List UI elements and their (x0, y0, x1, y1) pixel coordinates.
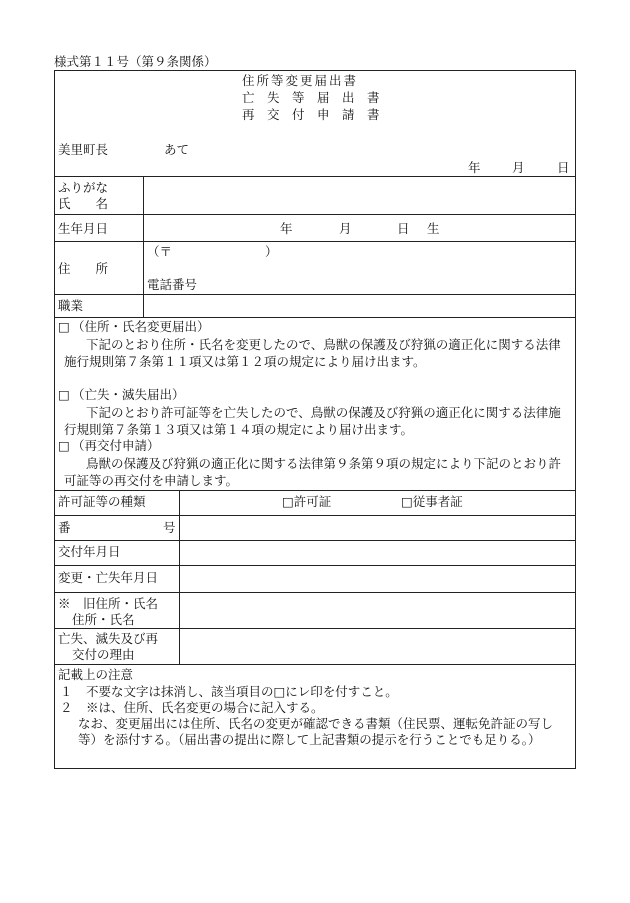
rule (54, 540, 576, 541)
rule (54, 241, 576, 242)
furigana-label: ふりがな (58, 180, 109, 195)
option-worker[interactable]: □従事者証 (401, 494, 463, 509)
notice-body: 鳥獣の保護及び狩猟の適正化に関する法律第９条第９項の規定により下記のとおり許可証等の再交付を申請します。 (64, 456, 562, 488)
rule (179, 490, 180, 664)
notice-body: 下記のとおり許可証等を亡失したので、鳥獣の保護及び狩猟の適正化に関する法律施行規則第７条第１３項又は第１４項の規定により届け出ます。 (64, 405, 561, 437)
rule (143, 176, 144, 317)
notice-heading: （亡失・滅失届出） (72, 387, 185, 402)
number-label-a: 番 (58, 520, 71, 535)
rule (54, 592, 576, 593)
option-permit[interactable]: □許可証 (282, 494, 332, 509)
note-1-text: 不要な文字は抹消し、該当項目の□にレ印を付すこと。 (86, 684, 398, 699)
license-type-label: 許可証等の種類 (58, 494, 146, 509)
issue-date-label: 交付年月日 (58, 544, 121, 559)
rule (54, 176, 576, 177)
rule (54, 317, 576, 318)
postal-close: ） (265, 244, 278, 259)
note-2-continuation: なお、変更届出には住所、氏名の変更が確認できる書類（住民票、運転免許証の写し等）を添付する。（届出書の提出に際して上記書類の提示を行うことでも足りる。） (78, 716, 554, 747)
notice-body: 下記のとおり住所・氏名を変更したので、鳥獣の保護及び狩猟の適正化に関する法律施行規則第７条第１１項又は第１２項の規定により届け出ます。 (64, 337, 561, 369)
name-field[interactable] (145, 178, 573, 213)
notice-heading: （住所・氏名変更届出） (72, 319, 210, 334)
title-loss: 亡 失 等 届 出 書 (242, 90, 380, 105)
rule (54, 515, 576, 516)
title-change: 住所等変更届出書 (242, 73, 359, 88)
change-date-label: 変更・亡失年月日 (58, 570, 159, 585)
date-day-label: 日 (557, 160, 570, 175)
rule (54, 565, 576, 566)
postal-open: （〒 (147, 244, 173, 259)
occupation-label: 職業 (58, 298, 84, 313)
birth-year-label: 年 (280, 221, 293, 236)
reason-label: 亡失、滅失及び再 (58, 631, 159, 646)
form-number: 様式第１１号（第９条関係） (54, 54, 217, 69)
old-address-label-2: 住所・氏名 (72, 612, 135, 627)
note-2-number: ２ (60, 700, 73, 715)
address-label: 住 所 (58, 261, 109, 276)
rule (54, 628, 576, 629)
address-field[interactable] (145, 243, 573, 293)
frame-top (54, 70, 576, 71)
notice-heading: （再交付申請） (72, 438, 160, 453)
phone-label: 電話番号 (147, 277, 198, 292)
birth-suffix: 生 (427, 221, 440, 236)
addressee-suffix: あて (164, 142, 190, 157)
reason-label-2: 交付の理由 (72, 647, 135, 662)
occupation-field[interactable] (145, 296, 573, 316)
notice-checkbox[interactable]: □ (58, 387, 70, 402)
birth-month-label: 月 (339, 221, 352, 236)
addressee: 美里町長 (58, 142, 109, 157)
title-reissue: 再 交 付 申 請 書 (242, 107, 380, 122)
date-year-label: 年 (468, 160, 481, 175)
note-1-number: １ (60, 684, 73, 699)
date-month-label: 月 (512, 160, 525, 175)
rule (54, 214, 576, 215)
number-label-b: 号 (163, 520, 176, 535)
note-2-text: ※は、住所、氏名変更の場合に記入する。 (86, 700, 324, 715)
frame-bottom (54, 768, 576, 769)
notice-checkbox[interactable]: □ (58, 319, 70, 334)
rule (54, 294, 576, 295)
notice-checkbox[interactable]: □ (58, 438, 70, 453)
name-label: 氏 名 (58, 196, 109, 211)
number-field[interactable] (181, 517, 573, 539)
rule (54, 664, 576, 665)
old-address-field[interactable] (181, 594, 573, 627)
change-date-field[interactable] (181, 567, 573, 591)
rule (54, 490, 576, 491)
old-address-label: ※ 旧住所・氏名 (58, 596, 159, 611)
notes-heading: 記載上の注意 (58, 667, 134, 682)
birth-label: 生年月日 (58, 221, 109, 236)
reason-field[interactable] (181, 630, 573, 663)
issue-date-field[interactable] (181, 542, 573, 564)
birth-day-label: 日 (397, 221, 410, 236)
